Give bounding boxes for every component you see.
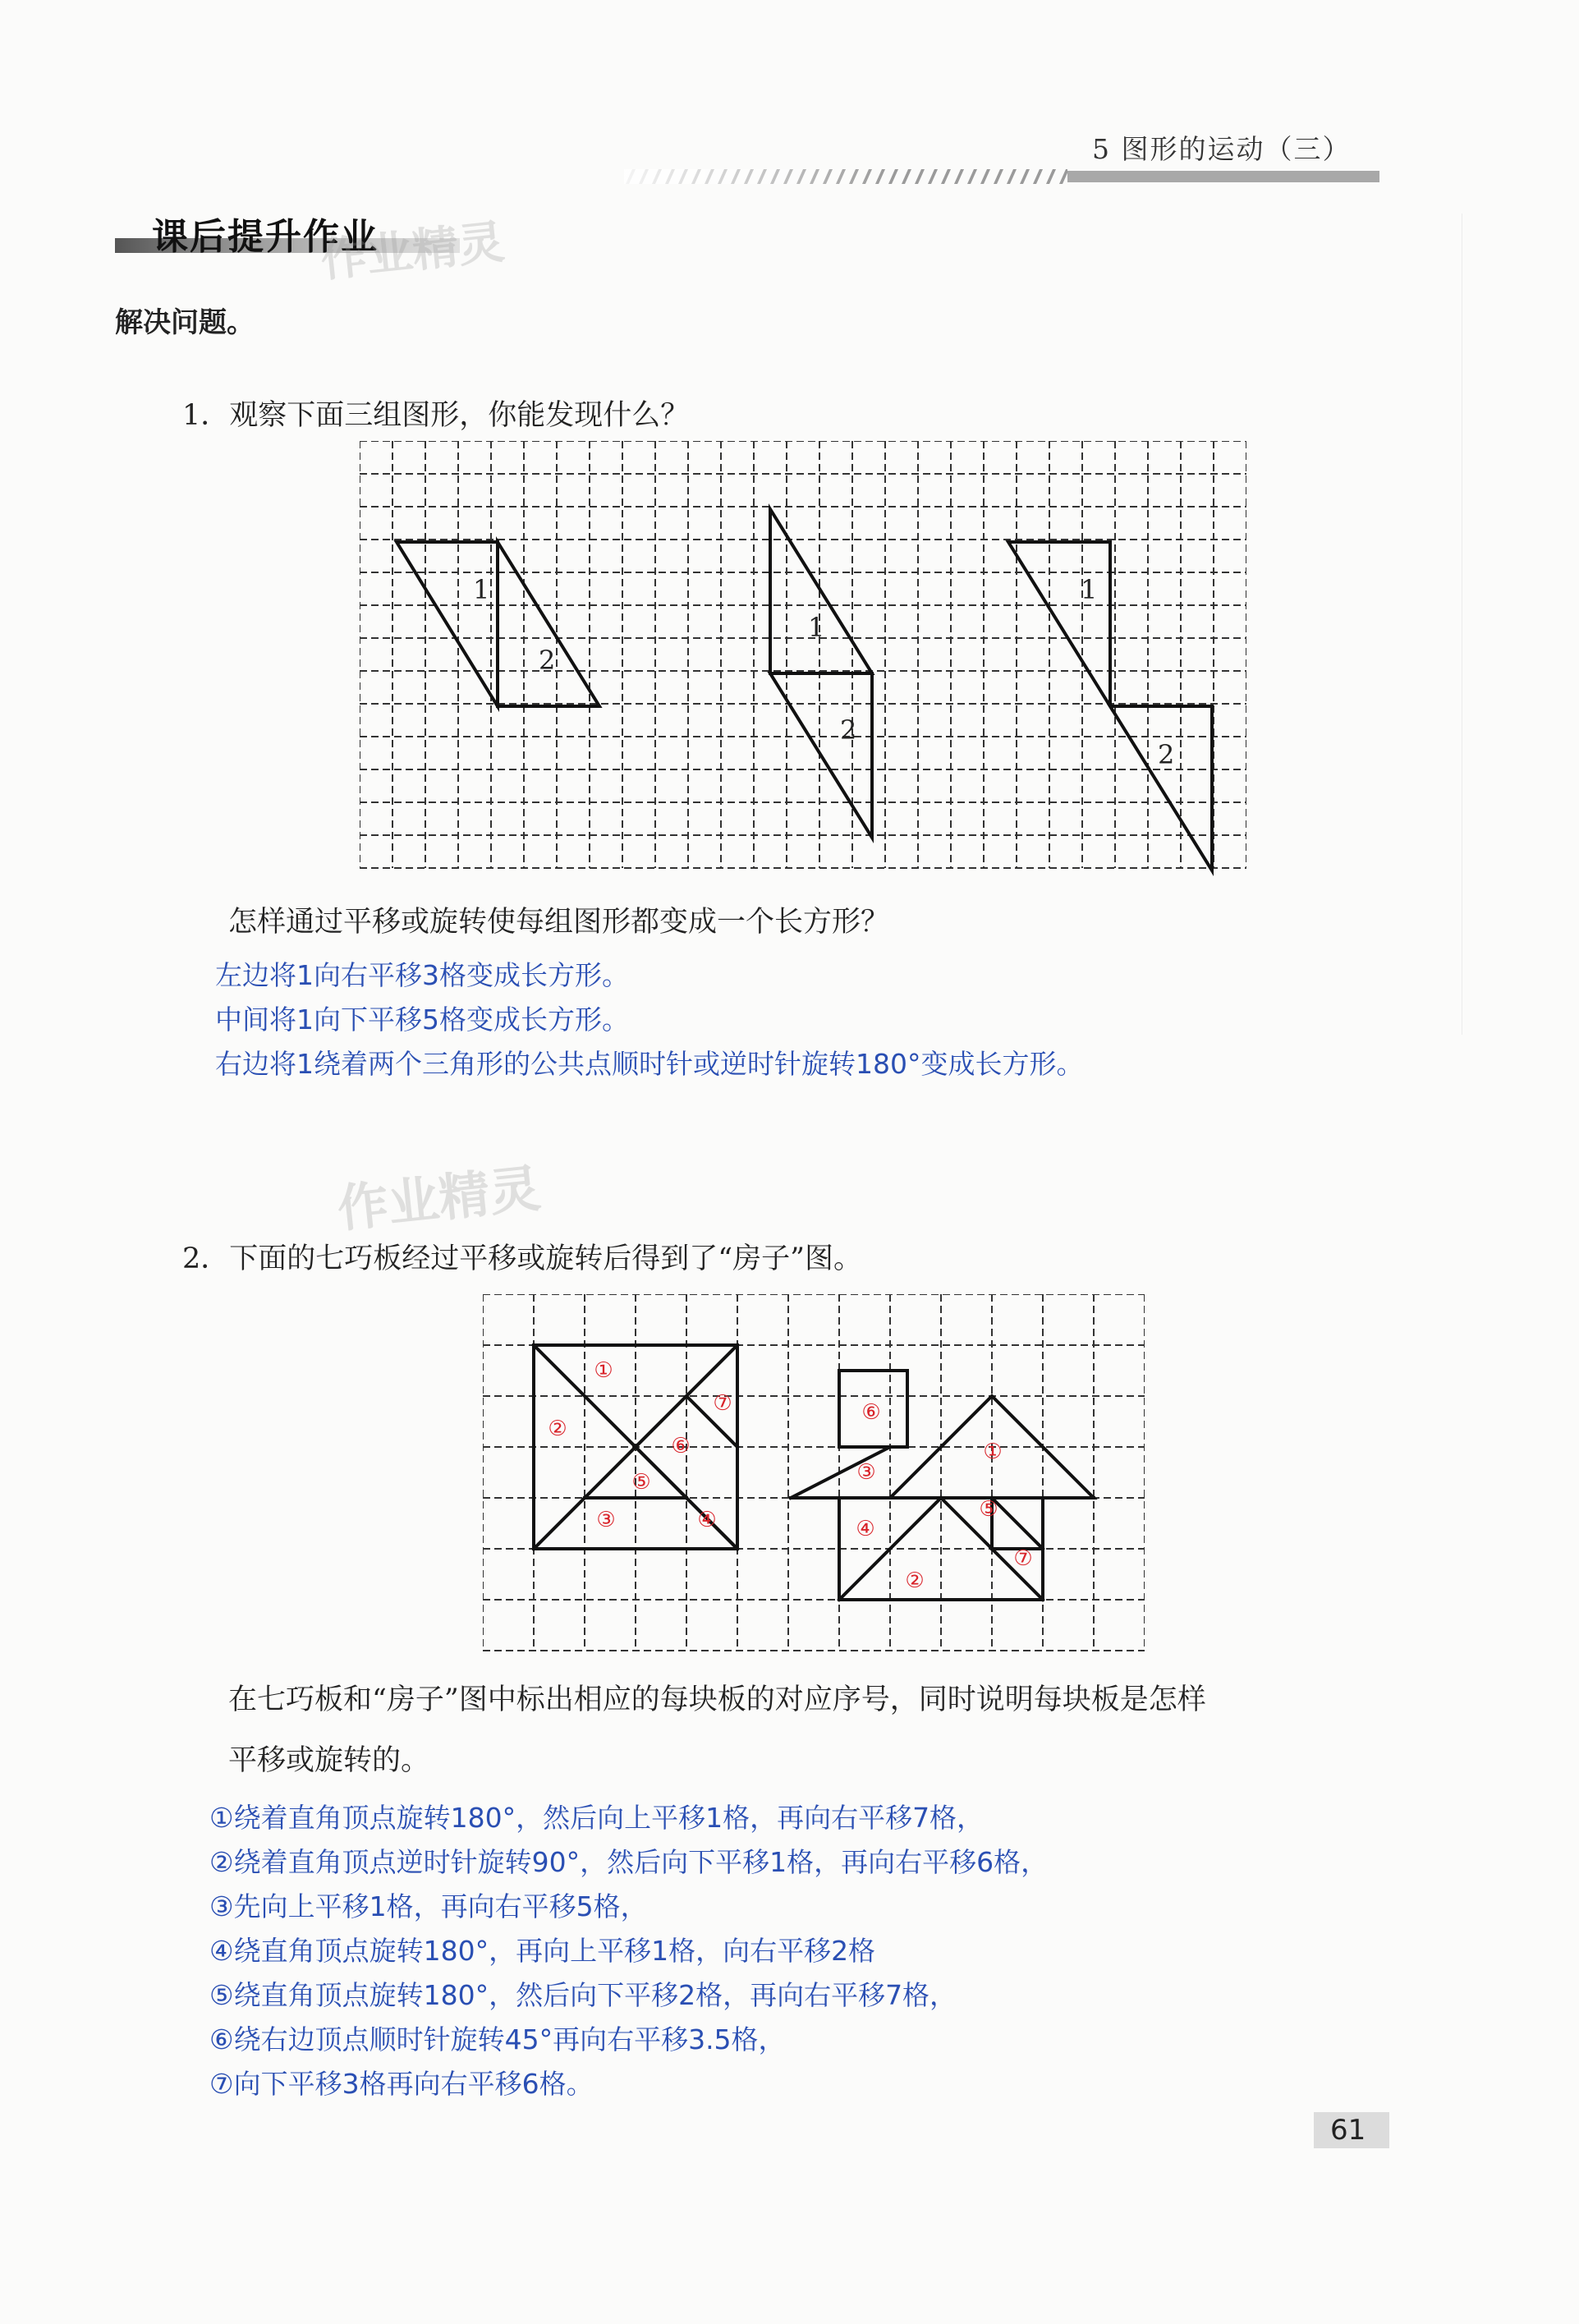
figure-2-tangram-grid [483,1294,1145,1656]
answer-line: ①绕着直角顶点旋转180°，然后向上平移1格，再向右平移7格， [209,1802,985,1834]
tangram-label: ⑦ [713,1391,732,1416]
tangram-label: ③ [596,1508,616,1532]
tangram-label: ⑥ [671,1434,691,1458]
fig1-label: 1 [1081,574,1098,605]
house-label: ⑥ [861,1400,881,1425]
tangram-label: ② [548,1417,567,1441]
house-label: ④ [856,1517,875,1541]
house-label: ② [905,1568,925,1593]
answer-line: 右边将1绕着两个三角形的公共点顺时针或逆时针旋转180°变成长方形。 [215,1048,1084,1080]
fig1-middle-triangle-1 [770,509,872,673]
question-2: 2．下面的七巧板经过平移或旋转后得到了“房子”图。 [182,1242,863,1275]
answer-line: ④绕直角顶点旋转180°，再向上平移1格，向右平移2格 [209,1935,876,1967]
fig1-label: 2 [1158,739,1175,770]
page-number: 61 [1330,2114,1366,2147]
house-label: ③ [856,1460,876,1485]
fig1-left-triangle-2 [498,542,599,706]
watermark: 作业精灵 [318,215,507,288]
header-stripe [624,169,1379,184]
house-label: ⑦ [1013,1546,1033,1571]
tangram-house [791,1371,1094,1600]
fig1-label: 2 [539,645,556,676]
question-2-subquestion: 平移或旋转的。 [228,1744,430,1777]
chapter-title: 5 图形的运动（三） [1092,133,1352,165]
question-2-subquestion: 在七巧板和“房子”图中标出相应的每块板的对应序号，同时说明每块板是怎样 [228,1683,1206,1716]
answer-line: ⑤绕直角顶点旋转180°，然后向下平移2格，再向右平移7格， [209,1979,957,2011]
house-label: ⑤ [979,1497,998,1522]
tangram-label: ① [594,1358,613,1383]
answer-line: ②绕着直角顶点逆时针旋转90°，然后向下平移1格，再向右平移6格， [209,1846,1049,1878]
fig1-left-triangle-1 [397,542,498,706]
answer-line: 中间将1向下平移5格变成长方形。 [215,1004,629,1036]
answer-line: ⑦向下平移3格再向右平移6格。 [209,2068,594,2100]
tangram-label: ④ [697,1508,717,1532]
fig1-label: 1 [473,574,490,605]
fig1-label: 2 [840,714,857,746]
answer-line: 左边将1向右平移3格变成长方形。 [215,959,629,991]
tangram-label: ⑤ [631,1470,651,1495]
dashed-grid [360,441,1246,868]
fig1-right-triangle-2 [1110,706,1212,870]
question-1-subquestion: 怎样通过平移或旋转使每组图形都变成一个长方形？ [228,906,890,939]
question-1: 1．观察下面三组图形，你能发现什么？ [182,399,690,432]
answer-line: ⑥绕右边顶点顺时针旋转45°再向右平移3.5格， [209,2023,786,2055]
fig1-label: 1 [808,612,825,643]
answer-line: ③先向上平移1格，再向右平移5格， [209,1890,648,1922]
fig1-right-triangle-1 [1008,542,1110,706]
house-label: ① [983,1440,1003,1464]
watermark: 作业精灵 [334,1158,544,1239]
instruction: 解决问题。 [115,306,255,339]
fig1-middle-triangle-2 [770,673,872,838]
dashed-grid [483,1294,1145,1651]
section-title: 课后提升作业 [152,216,379,258]
figure-1-grid [360,441,1246,876]
